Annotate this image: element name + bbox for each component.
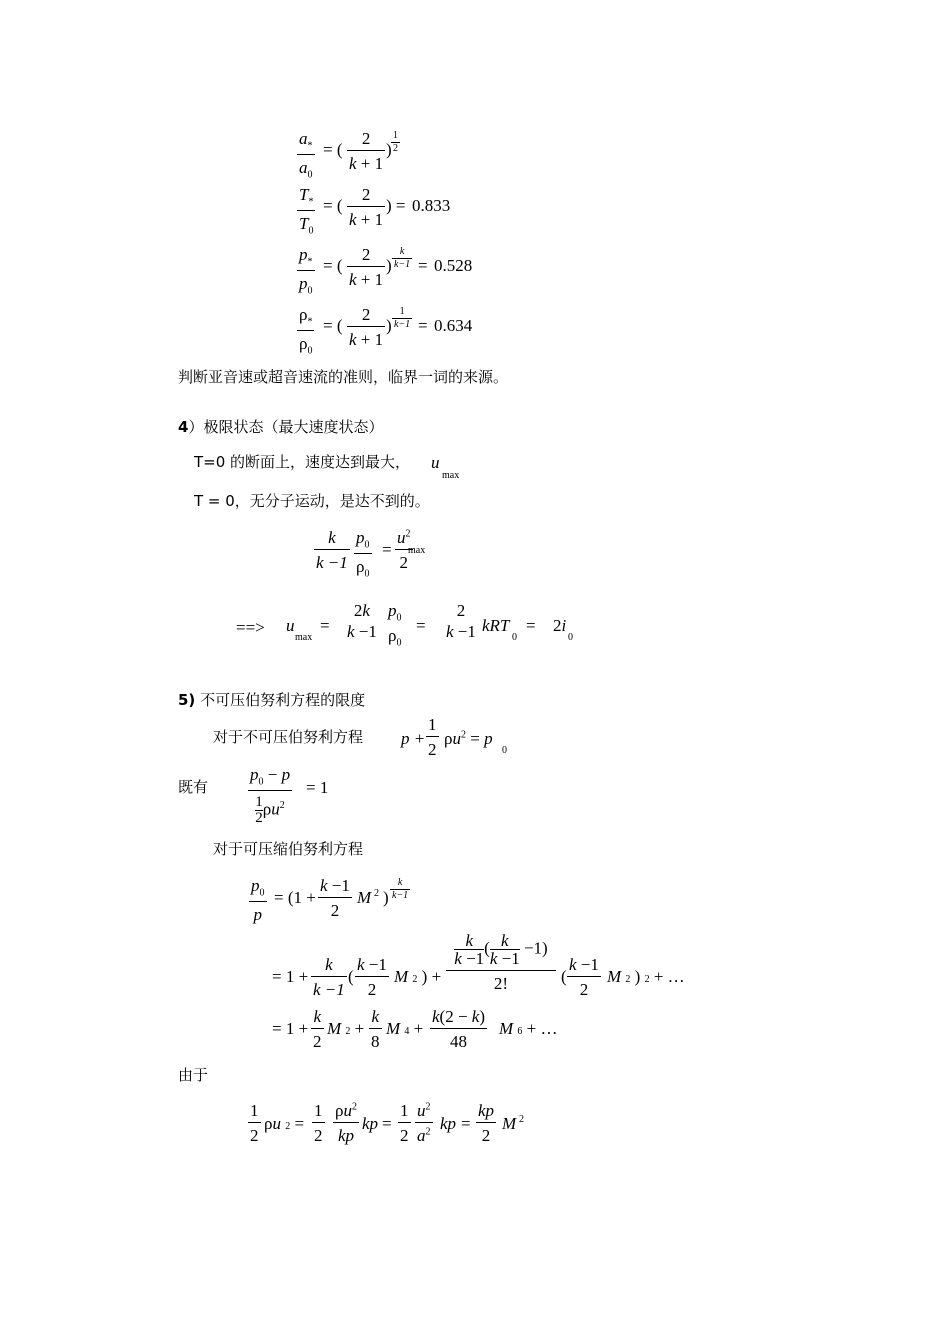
frac-rho-star-rho0: $\rho_*$ $\rho_0$	[299, 305, 313, 357]
section-5-heading: 5) 不可压伯努利方程的限度	[178, 691, 366, 709]
frac-T-star-T0: $T_*$ $T_0$	[299, 185, 314, 237]
frac-p-star-p0: $p_*$ $p_0$	[299, 245, 313, 297]
t0-no-motion: T = 0，无分子运动，是达不到的。	[194, 492, 430, 510]
incompressible-label: 对于不可压伯努利方程	[213, 728, 364, 746]
section-4-heading: 4）极限状态（最大速度状态）	[178, 418, 384, 436]
frac-2-k1: 2 k + 1	[349, 129, 384, 173]
criterion-text: 判断亚音速或超音速流的准则，临界一词的来源。	[178, 368, 509, 386]
frac-a-star-a0: $a_*$ $a_0$	[299, 129, 313, 181]
compressible-label: 对于可压缩伯努利方程	[213, 840, 364, 858]
T-ratio-value: 0.833	[412, 196, 451, 215]
jiyou-text: 既有	[178, 778, 209, 796]
youyu-text: 由于	[178, 1066, 209, 1084]
t0-line: T=0 的断面上，速度达到最大，	[194, 453, 411, 471]
p-ratio-value: 0.528	[434, 256, 473, 275]
rho-ratio-value: 0.634	[434, 316, 473, 335]
